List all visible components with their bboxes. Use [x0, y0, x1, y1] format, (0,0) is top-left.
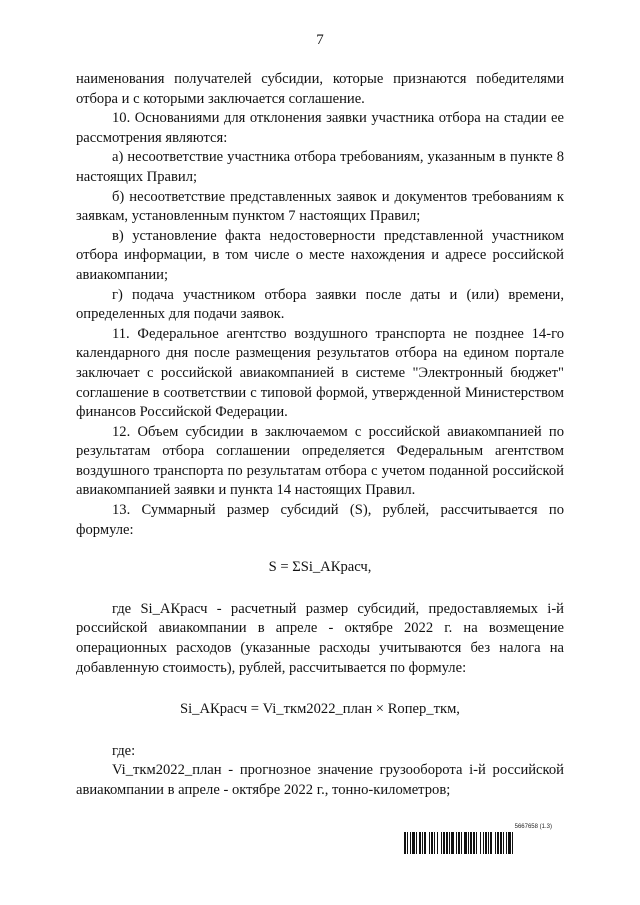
barcode-bar	[416, 832, 417, 854]
barcode-bar	[451, 832, 454, 854]
paragraph: 10. Основаниями для отклонения заявки участника отбора на стадии ее рассмотрения являются:	[76, 110, 564, 146]
paragraph: 12. Объем субсидии в заключаемом с российской авиакомпанией по результатам отбора соглашении определяется Федеральным агентством воздушного транспорта по результатам отбора с учетом поданной российской авиакомпанией заявки и пункта 14 настоящих Правил.	[76, 423, 564, 499]
formula: Si_АКрасч = Vi_ткм2022_план × Rопер_ткм,	[180, 701, 460, 718]
barcode-bar	[508, 832, 511, 854]
barcode-bar	[422, 832, 423, 854]
barcode-bar	[512, 832, 513, 854]
barcode-bar	[497, 832, 499, 854]
formula: S = ΣSi_АКрасч,	[268, 559, 372, 576]
paragraph: в) установление факта недостоверности представленной участником отбора информации, в том числе о месте нахождения и адресе российской авиакомпании;	[76, 227, 564, 283]
barcode-bar	[412, 832, 415, 854]
barcode-bar	[404, 832, 406, 854]
barcode-bar	[490, 832, 492, 854]
barcode-bar	[461, 832, 462, 854]
barcode-icon	[404, 832, 562, 854]
barcode-bar	[443, 832, 445, 854]
barcode-bar	[464, 832, 467, 854]
barcode-bar	[431, 832, 433, 854]
paragraph: б) несоответствие представленных заявок и документов требованиям к заявкам, установленным пунктом 7 настоящих Правил;	[76, 188, 564, 225]
barcode-bar	[506, 832, 507, 854]
paragraph: где Si_АКрасч - расчетный размер субсидий, предоставляемых i-й российской авиакомпании в апреле - октябре 2022 г. на возмещение операционных расходов (указанные расходы учитываются без налога на добавленную стоимость), рублей, рассчитывается по формуле:	[76, 600, 564, 676]
paragraph: 13. Суммарный размер субсидий (S), рублей, рассчитывается по формуле:	[76, 502, 564, 538]
barcode-bar	[476, 832, 477, 854]
barcode-bar	[503, 832, 504, 854]
barcode-bar	[473, 832, 475, 854]
barcode-bar	[483, 832, 484, 854]
barcode-bar	[480, 832, 481, 854]
paragraph: где:	[112, 742, 136, 759]
page-number: 7	[316, 32, 324, 48]
barcode-bar	[485, 832, 487, 854]
paragraph: 11. Федеральное агентство воздушного транспорта не позднее 14-го календарного дня после размещения результатов отбора на едином портале заключает с российской авиакомпанией в системе "Электронный бюджет" соглашение в соответствии с типовой формой, утвержденной Министерством финансов Российской Федерации.	[76, 325, 564, 421]
barcode-bar	[470, 832, 472, 854]
stamp-code: 5667658 (1.3)	[514, 824, 552, 830]
barcode-bar	[488, 832, 489, 854]
paragraph: г) подача участником отбора заявки после даты и (или) времени, определенных для подачи заявок.	[76, 286, 564, 323]
barcode-bar	[458, 832, 460, 854]
barcode-bar	[437, 832, 438, 854]
paragraph: а) несоответствие участника отбора требованиям, указанным в пункте 8 настоящих Правил;	[76, 149, 564, 185]
barcode-bar	[407, 832, 408, 854]
barcode-bar	[424, 832, 426, 854]
barcode-bar	[500, 832, 502, 854]
barcode-bar	[468, 832, 469, 854]
barcode-bar	[419, 832, 421, 854]
barcode-bar	[456, 832, 457, 854]
paragraph: Vi_ткм2022_план - прогнозное значение грузооборота i-й российской авиакомпании в апреле - октябре 2022 г., тонно-километров;	[76, 762, 564, 798]
barcode-bar	[429, 832, 430, 854]
document-stamp	[404, 824, 562, 854]
document-body	[76, 70, 564, 801]
barcode-bar	[410, 832, 411, 854]
barcode-bar	[449, 832, 450, 854]
barcode-bar	[441, 832, 442, 854]
barcode-bar	[434, 832, 435, 854]
barcode-bar	[446, 832, 448, 854]
barcode-bar	[495, 832, 496, 854]
paragraph: наименования получателей субсидии, которые признаются победителями отбора и с которыми заключается соглашение.	[76, 71, 564, 107]
